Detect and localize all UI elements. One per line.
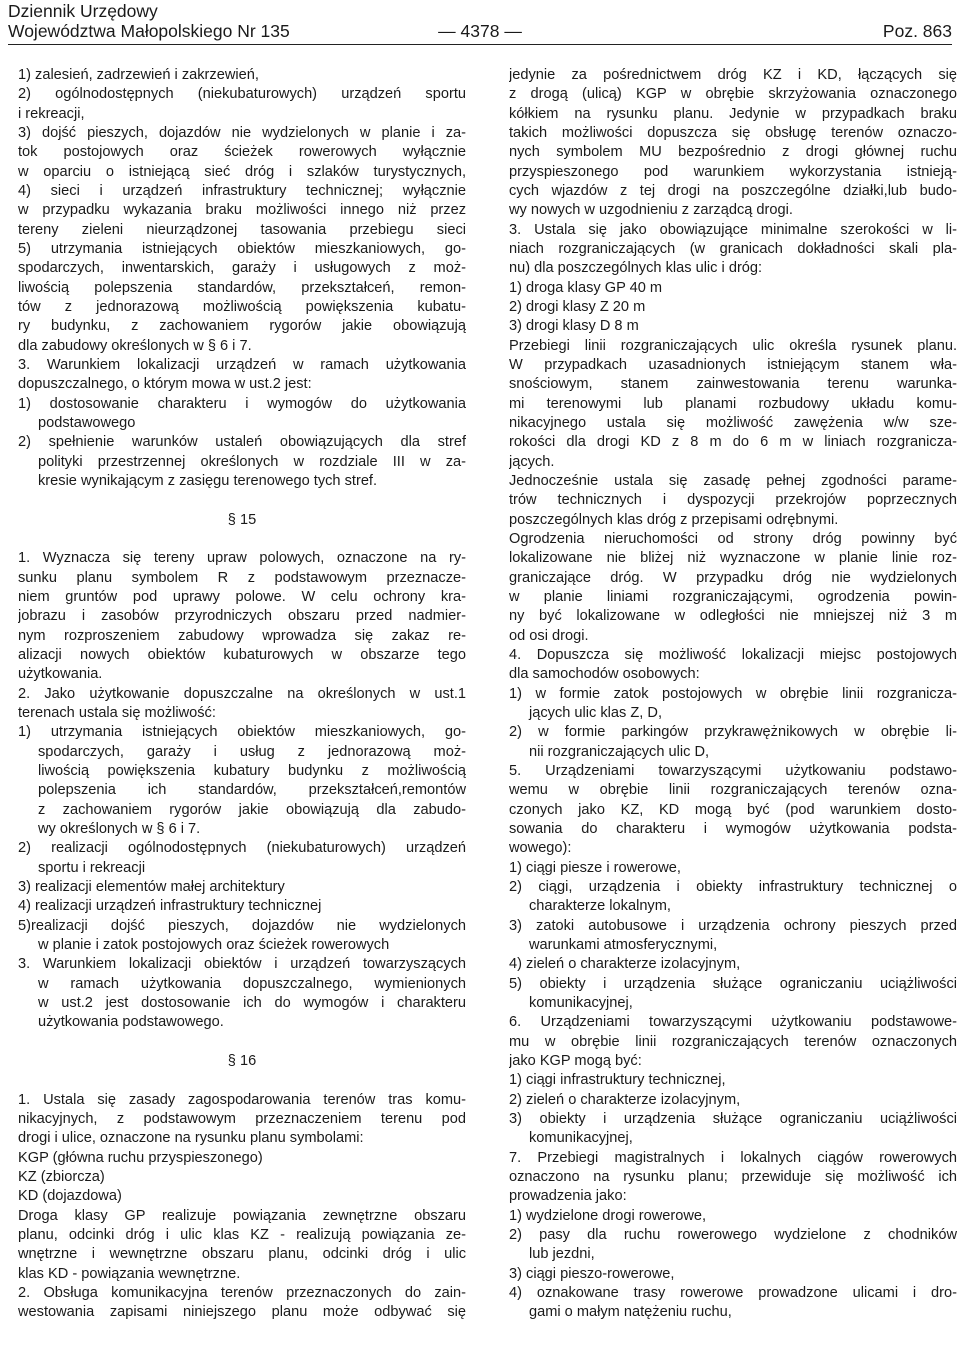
header-rule bbox=[8, 44, 952, 45]
text-line: nych symbolem MU bezpośrednio z drogi głównej ruchu bbox=[509, 144, 957, 161]
text-line: 5) utrzymania istniejących obiektów mieszkaniowych, go- bbox=[18, 240, 466, 257]
text-line: poszczególnych klas dróg z przepisami odrębnymi. bbox=[509, 511, 839, 528]
text-line: kółkiem na rysunku planu. Jedynie w przypadkach braku bbox=[509, 105, 957, 122]
position-number: Poz. 863 bbox=[882, 21, 952, 41]
text-line: prowadzenia jako: bbox=[509, 1188, 627, 1205]
text-line: 1) ciągi piesze i rowerowe, bbox=[509, 859, 681, 876]
text-line: użytkowania podstawowego. bbox=[38, 1014, 224, 1031]
text-line: w planie liniami rozgraniczającymi, ogrodzenia powin- bbox=[509, 588, 957, 605]
text-line: komunikacyjnej, bbox=[529, 1130, 633, 1147]
text-line: 2) pasy dla ruchu rowerowego wydzielone z chodników bbox=[509, 1227, 957, 1244]
text-line: 1) droga klasy GP 40 m bbox=[509, 279, 663, 296]
text-line: 2) realizacji ogólnodostępnych (niekubaturowych) urządzeń bbox=[18, 840, 466, 857]
text-line: z drogą (ulicą) KGP w obrębie skrzyżowania oznaczonego bbox=[509, 86, 957, 103]
journal-issue: Województwa Małopolskiego Nr 135 bbox=[8, 21, 290, 41]
text-line: 2) drogi klasy Z 20 m bbox=[509, 298, 646, 315]
text-line: tok postojowych oraz ścieżek rowerowych wyłącznie bbox=[18, 144, 466, 161]
text-line: KZ (zbiorcza) bbox=[18, 1168, 105, 1185]
text-line: warunkami atmosferycznymi, bbox=[529, 936, 718, 953]
text-line: 4. Dopuszcza się możliwość lokalizacji miejsc postojowych bbox=[509, 646, 957, 663]
journal-title: Dziennik Urzędowy bbox=[8, 1, 158, 21]
text-line: 2. Jako użytkowanie dopuszczalne na określonych w ust.1 bbox=[18, 685, 466, 702]
text-line: i rekreacji, bbox=[18, 105, 85, 122]
text-line: tereny zieleni nieurządzonej tasowania przebiegu sieci bbox=[18, 221, 466, 238]
text-line: dopuszczalnego, o którym mowa w ust.2 jest: bbox=[18, 376, 312, 393]
text-line: z zachowaniem rygorów jakie obowiązują dla zabudo- bbox=[38, 801, 466, 818]
text-line: 2) spełnienie warunków ustaleń obowiązujących dla stref bbox=[18, 434, 466, 451]
text-line: 3) drogi klasy D 8 m bbox=[509, 318, 639, 335]
page-number: — 4378 — bbox=[438, 21, 522, 41]
text-line: spodarczych, garaży i usług z jednorazową moż- bbox=[38, 743, 466, 760]
blank-line bbox=[18, 1071, 466, 1090]
text-line: 3. Ustala się jako obowiązujące minimalne szerokości w li- bbox=[509, 221, 957, 238]
text-line: nikacyjnego ustala się możliwość zawężenia w/w sze- bbox=[509, 414, 957, 431]
text-line: w ramach użytkowania dopuszczalnego, wymienionych bbox=[38, 975, 466, 992]
text-line: 1) wydzielone drogi rowerowe, bbox=[509, 1207, 707, 1224]
text-line: czonych jako KZ, KD mogą być (pod warunkiem dosto- bbox=[509, 801, 957, 818]
text-line: sportu i rekreacji bbox=[38, 859, 146, 876]
text-line: w planie i zatok postojowych oraz ścieżek rowerowych bbox=[38, 936, 390, 953]
text-line: mi terenowymi lub planami rozbudowy układu komu- bbox=[509, 395, 957, 412]
text-line: tów z jednorazową możliwością powiększenia kubatu- bbox=[18, 298, 466, 315]
text-line: 1. Wyznacza się tereny upraw polowych, oznaczone na ry- bbox=[18, 550, 466, 567]
text-line: 3) obiekty i urządzenia służące ograniczaniu uciążliwości bbox=[509, 1111, 957, 1128]
blank-line bbox=[18, 530, 466, 549]
text-line: 1) ciągi infrastruktury technicznej, bbox=[509, 1072, 726, 1089]
text-line: w przypadku wykazania braku możliwości innego niż przez bbox=[18, 202, 466, 219]
text-line: rokości dla drogi KD z 8 m do 6 m w liniach rozgranicza- bbox=[509, 434, 957, 451]
text-line: 2. Obsługa komunikacyjna terenów przeznaczonych do zain- bbox=[18, 1285, 466, 1301]
text-line: polepszenia ich standardów, przekształceń,remontów bbox=[38, 782, 466, 799]
text-line: 5) obiekty i urządzenia służące ograniczaniu uciążliwości bbox=[509, 975, 957, 992]
text-line: W przypadkach uzasadnionych istniejącym stanem wła- bbox=[509, 357, 957, 373]
text-line: 3) zatoki autobusowe i urządzenia ochrony pieszych przed bbox=[509, 917, 957, 934]
text-line: klas KD - powiązania wewnętrzne. bbox=[18, 1265, 241, 1282]
text-line: 3) realizacji elementów małej architektury bbox=[18, 878, 285, 895]
text-line: w ust.2 jest dostosowanie ich do wymogów i charakteru bbox=[38, 994, 466, 1011]
text-line: nii rozgraniczających ulic D, bbox=[529, 743, 710, 760]
text-line: 6. Urządzeniami towarzyszącymi użytkowaniu podstawowe- bbox=[509, 1014, 957, 1031]
text-line: jedynie za pośrednictwem dróg KZ i KD, łączących się bbox=[509, 67, 957, 83]
text-line: 4) oznakowane trasy rowerowe prowadzone ulicami i dro- bbox=[509, 1285, 957, 1302]
text-line: Jednocześnie ustala się zasadę pełnej zgodności parame- bbox=[509, 472, 957, 489]
text-line: jako KGP mogą być: bbox=[509, 1053, 642, 1069]
text-line: Przebiegi linii rozgraniczających ulic określa rysunek planu. bbox=[509, 337, 957, 354]
text-line: 4) zieleń o charakterze izolacyjnym, bbox=[509, 956, 741, 973]
section-heading: § 16 bbox=[227, 1052, 257, 1069]
text-line: polityki przestrzennej określonych w rozdziale III w za- bbox=[38, 453, 466, 470]
left-column bbox=[18, 66, 466, 1323]
text-line: 1) w formie zatok postojowych w obrębie linii rozgranicza- bbox=[509, 685, 957, 702]
text-line: kresie wynikającym z zasięgu terenowego tych stref. bbox=[38, 472, 378, 489]
text-line: wy nowych w uzgodnieniu z zarządcą drogi. bbox=[509, 202, 793, 219]
text-line: 5. Urządzeniami towarzyszącymi użytkowaniu podstawo- bbox=[509, 762, 957, 779]
text-line: nym rozproszeniem zabudowy wprowadza się zakaz re- bbox=[18, 627, 466, 644]
text-line: wy określonych w § 6 i 7. bbox=[38, 820, 201, 837]
text-line: 3. Warunkiem lokalizacji urządzeń w ramach użytkowania bbox=[18, 356, 466, 373]
text-line: charakterze lokalnym, bbox=[529, 898, 671, 915]
text-line: KD (dojazdowa) bbox=[18, 1188, 122, 1205]
text-line: użytkowania. bbox=[18, 666, 103, 683]
text-line: snościowym, stanem zainwestowania terenu warunka- bbox=[509, 376, 957, 393]
text-line: jących ulic klas Z, D, bbox=[529, 704, 662, 721]
text-line: planu, odcinki dróg i ulic klas KZ - realizują powiązania ze- bbox=[18, 1227, 466, 1243]
page-header bbox=[8, 0, 952, 46]
text-line: 1. Ustala się zasady zagospodarowania terenów tras komu- bbox=[18, 1091, 466, 1108]
section-heading: § 15 bbox=[227, 511, 257, 528]
text-line: cych wjazdów z tej drogi na poszczególne działki,lub budo- bbox=[509, 182, 957, 199]
text-line: Droga klasy GP realizuje powiązania zewnętrzne obszaru bbox=[18, 1207, 466, 1224]
text-line: Ogrodzenia nieruchomości od strony dróg powinny być bbox=[509, 530, 957, 547]
right-column bbox=[509, 66, 957, 1323]
text-line: 1) utrzymania istniejących obiektów mieszkaniowych, go- bbox=[18, 724, 466, 741]
text-line: 4) sieci i urządzeń infrastruktury technicznej; wyłącznie bbox=[18, 183, 466, 199]
text-line: wowego): bbox=[509, 840, 572, 857]
text-line: ry budynku, z zachowaniem rygorów jakie obowiązują bbox=[18, 318, 466, 335]
text-line: 3) dojść pieszych, dojazdów nie wydzielonych w planie i za- bbox=[18, 125, 466, 142]
text-line: podstawowego bbox=[38, 414, 136, 431]
text-line: 3. Warunkiem lokalizacji obiektów i urządzeń towarzyszących bbox=[18, 956, 466, 973]
blank-line bbox=[18, 1033, 466, 1052]
text-line: takich możliwości dopuszcza się obsługę terenów oznaczo- bbox=[509, 124, 957, 141]
text-line: 4) realizacji urządzeń infrastruktury technicznej bbox=[18, 898, 322, 915]
text-line: mu w obrębie linii rozgraniczających terenów oznaczonych bbox=[509, 1033, 957, 1050]
text-line: komunikacyjnej, bbox=[529, 995, 633, 1011]
text-line: ny być lokalizowane w odległości nie mniejszej niż 3 m bbox=[509, 608, 957, 625]
text-line: przyspieszonego pod warunkiem wykorzystania istnieją- bbox=[509, 163, 957, 180]
text-line: gami o małym natężeniu ruchu, bbox=[529, 1304, 732, 1321]
text-line: 2) ogólnodostępnych (niekubaturowych) urządzeń sportu bbox=[18, 86, 466, 103]
text-line: spodarczych, inwentarskich, garaży i usługowych z moż- bbox=[18, 260, 466, 277]
text-line: nu) dla poszczególnych klas ulic i dróg: bbox=[509, 260, 763, 277]
text-line: KGP (główna ruchu przyspieszonego) bbox=[18, 1149, 263, 1166]
text-line: liwością polepszenia standardów, przekształceń, remon- bbox=[18, 279, 466, 296]
text-line: drogi i ulice, oznaczone na rysunku planu symbolami: bbox=[18, 1130, 364, 1147]
text-line: sunku planu symbolem R z podstawowym przeznacze- bbox=[18, 569, 466, 586]
text-line: wemu w obrębie linii rozgraniczających terenów ozna- bbox=[509, 782, 957, 799]
text-line: graniczające dróg. W przypadku dróg nie wydzielonych bbox=[509, 569, 957, 586]
text-line: 2) ciągi, urządzenia i obiekty infrastruktury technicznej o bbox=[509, 878, 957, 895]
text-line: od osi drogi. bbox=[509, 627, 589, 644]
text-line: dla zabudowy określonych w § 6 i 7. bbox=[18, 337, 252, 354]
text-line: terenach ustala się możliwość: bbox=[18, 704, 216, 721]
text-line: 2) w formie parkingów przykrawężnikowych w obrębie li- bbox=[509, 724, 957, 741]
text-line: jących. bbox=[509, 453, 555, 470]
text-line: liwością powiększenia kubatury budynku z możliwością bbox=[38, 762, 466, 779]
text-line: niach rozgraniczających (w granicach dokładności skali pla- bbox=[509, 240, 957, 257]
text-line: lub jezdni, bbox=[529, 1246, 595, 1263]
text-line: lokalizowane nie bliżej niż wyznaczone w planie linie roz- bbox=[509, 550, 957, 567]
text-line: w oparciu o istniejącą sieć dróg i szlaków turystycznych, bbox=[18, 163, 466, 180]
text-line: 3) ciągi pieszo-rowerowe, bbox=[509, 1265, 675, 1282]
text-line: nikacyjnych, z podstawowym przeznaczeniem terenu pod bbox=[18, 1110, 466, 1127]
text-line: jobrazu i zasobów przyrodniczych obszaru przed nadmier- bbox=[18, 608, 466, 625]
text-line: niem gruntów pod uprawy polowe. W celu ochrony kra- bbox=[18, 588, 466, 605]
text-line: wnętrzne i wewnętrzne obszaru planu, odcinki dróg i ulic bbox=[18, 1246, 466, 1263]
text-line: oznaczono na rysunku planu; przewiduje się możliwość ich bbox=[509, 1169, 957, 1186]
text-line: 7. Przebiegi magistralnych i lokalnych ciągów rowerowych bbox=[509, 1149, 957, 1166]
text-line: sowania do charakteru i wymogów użytkowania podsta- bbox=[509, 820, 957, 837]
text-line: 1) dostosowanie charakteru i wymogów do użytkowania bbox=[18, 395, 466, 412]
text-line: westowania zapisami niniejszego planu może odbywać się bbox=[18, 1304, 466, 1321]
text-line: dla samochodów osobowych: bbox=[509, 666, 700, 683]
text-line: trów technicznych i dyspozycji przekrojów poprzecznych bbox=[509, 492, 957, 509]
text-line: alizacji nowych obiektów kubaturowych w obszarze tego bbox=[18, 646, 466, 663]
text-line: 5)realizacji dojść pieszych, dojazdów nie wydzielonych bbox=[18, 917, 466, 934]
blank-line bbox=[18, 491, 466, 510]
text-line: 1) zalesień, zadrzewień i zakrzewień, bbox=[18, 67, 259, 83]
text-line: 2) zieleń o charakterze izolacyjnym, bbox=[509, 1091, 741, 1108]
